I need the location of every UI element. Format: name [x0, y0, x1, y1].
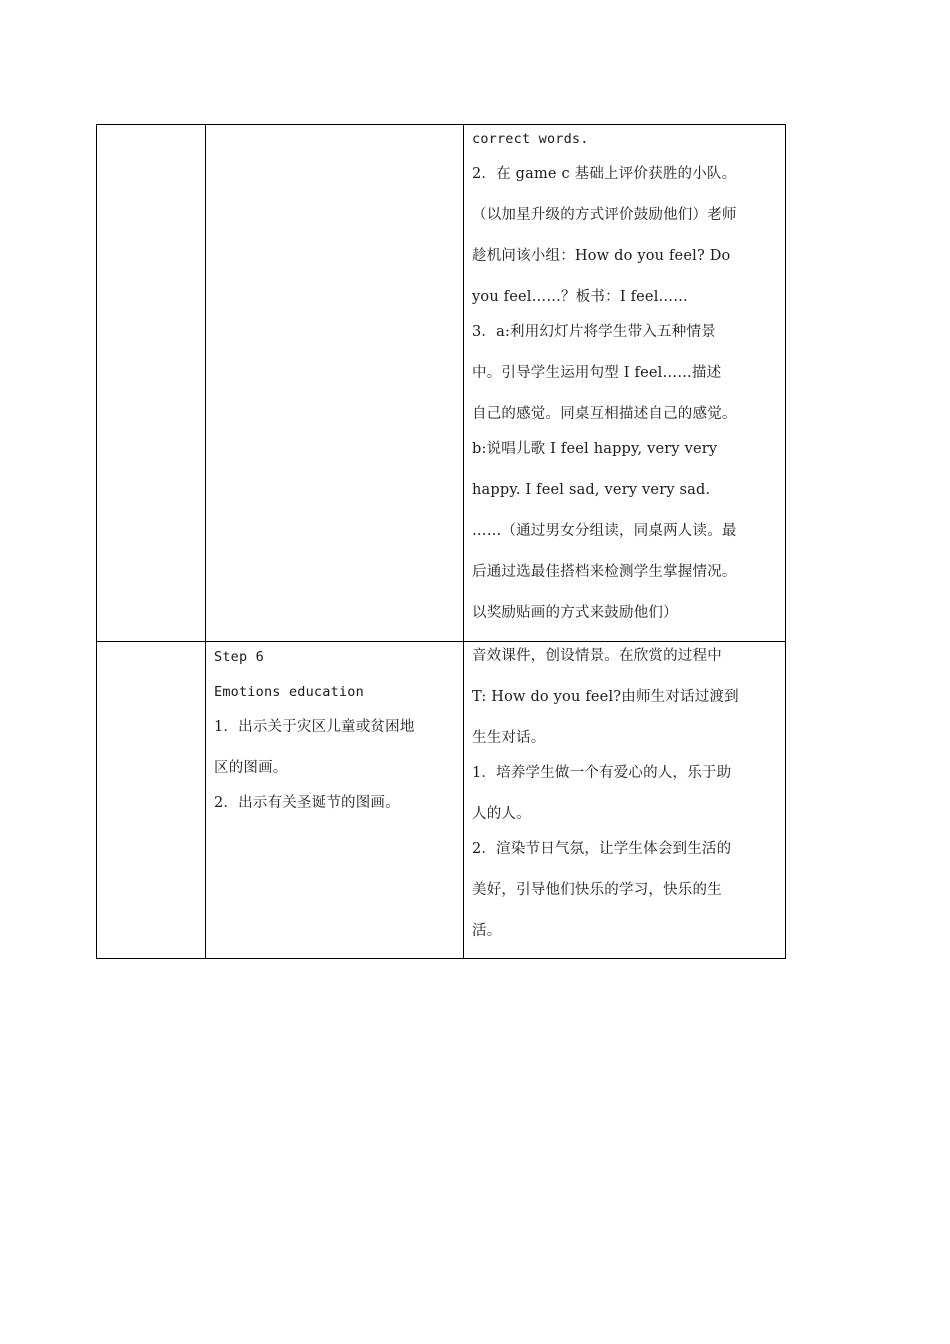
text-line: 中。引导学生运用句型 I feel……描述: [472, 365, 722, 381]
text-line: 活。: [472, 923, 502, 939]
text-line: happy. I feel sad, very very sad.: [472, 482, 711, 498]
text-line: T: How do you feel?由师生对话过渡到: [472, 689, 739, 705]
step-subheading: Emotions education: [214, 684, 364, 700]
text-line: 1．出示关于灾区儿童或贫困地: [214, 719, 415, 735]
text-line: 人的人。: [472, 806, 531, 822]
step-heading: Step 6: [214, 649, 264, 665]
text-line: 2．出示有关圣诞节的图画。: [214, 795, 400, 811]
text-line: 美好，引导他们快乐的学习，快乐的生: [472, 882, 722, 898]
text-line: （以加星升级的方式评价鼓励他们）老师: [472, 207, 737, 223]
lesson-plan-table: [96, 124, 786, 959]
text-line: 1．培养学生做一个有爱心的人，乐于助: [472, 765, 732, 781]
text-line: 区的图画。: [214, 760, 288, 776]
text-line: 后通过选最佳搭档来检测学生掌握情况。: [472, 564, 737, 580]
table-row: [97, 125, 786, 642]
text-line: 趁机问该小组：How do you feel? Do: [472, 248, 731, 264]
table-row: [97, 642, 786, 959]
purpose-cell: [464, 125, 786, 642]
stage-cell: [97, 125, 206, 642]
text-line: 自己的感觉。同桌互相描述自己的感觉。: [472, 406, 737, 422]
purpose-cell: [464, 642, 786, 959]
text-line: ……（通过男女分组读，同桌两人读。最: [472, 523, 737, 539]
text-line: you feel……？板书：I feel……: [472, 289, 688, 305]
text-line: correct words.: [472, 131, 589, 147]
text-line: 以奖励贴画的方式来鼓励他们）: [472, 605, 678, 621]
text-line: 音效课件，创设情景。在欣赏的过程中: [472, 648, 722, 664]
text-line: 2．渲染节日气氛，让学生体会到生活的: [472, 841, 732, 857]
text-line: 2．在 game c 基础上评价获胜的小队。: [472, 166, 737, 182]
stage-cell: [97, 642, 206, 959]
text-line: 3．a:利用幻灯片将学生带入五种情景: [472, 324, 716, 340]
text-line: b:说唱儿歌 I feel happy, very very: [472, 441, 718, 457]
teacher-activity-cell: [206, 642, 464, 959]
text-line: 生生对话。: [472, 730, 546, 746]
teacher-activity-cell: [206, 125, 464, 642]
